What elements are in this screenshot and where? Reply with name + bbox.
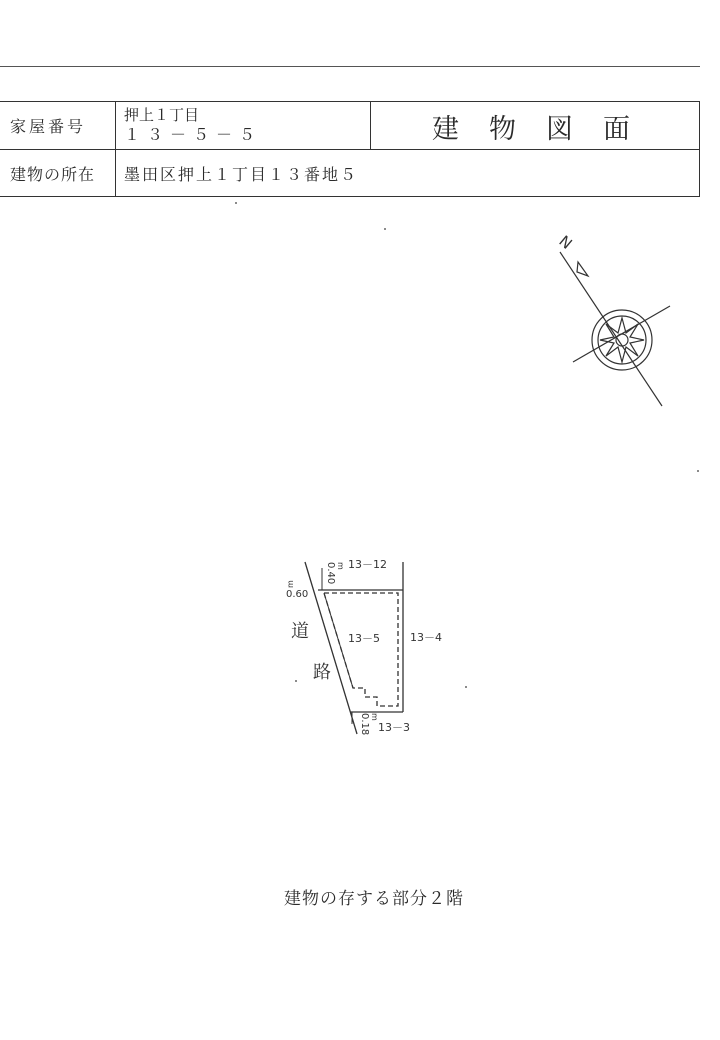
speck bbox=[697, 470, 699, 472]
parcel-south-label: 13－3 bbox=[378, 721, 410, 734]
speck bbox=[295, 680, 297, 682]
building-outline bbox=[324, 593, 398, 706]
compass-star-icon bbox=[600, 318, 644, 362]
compass-inner-ring bbox=[598, 316, 646, 364]
location-value: 墨田区押上１丁目１３番地５ bbox=[124, 165, 359, 184]
dim-bottom-label: 0.18 bbox=[359, 713, 370, 736]
north-axis-line bbox=[560, 252, 662, 406]
house-number-label: 家屋番号 bbox=[0, 102, 116, 149]
compass-rose bbox=[560, 252, 670, 406]
dim-top-unit: m bbox=[336, 562, 345, 570]
road-boundary-line bbox=[305, 562, 357, 734]
parcel-north-label: 13－12 bbox=[348, 558, 387, 571]
north-label: N bbox=[555, 231, 576, 253]
parcel-east-label: 13－4 bbox=[410, 631, 442, 644]
site-plan-labels bbox=[286, 558, 442, 735]
dim-bottom-unit: m bbox=[370, 713, 379, 721]
dim-top-label: 0.40 bbox=[325, 562, 336, 585]
road-label-2: 路 bbox=[313, 662, 331, 683]
north-arrow-icon bbox=[577, 262, 588, 276]
road-label-1: 道 bbox=[291, 621, 309, 642]
parcel-main-label: 13－5 bbox=[348, 632, 380, 645]
site-plan bbox=[305, 562, 403, 734]
dim-left-unit: m bbox=[286, 580, 295, 588]
speck bbox=[235, 202, 237, 204]
location-label: 建物の所在 bbox=[0, 150, 116, 197]
document-title: 建物図面 bbox=[432, 113, 660, 145]
speck bbox=[465, 686, 467, 688]
speck bbox=[384, 228, 386, 230]
house-number-line1: 押上１丁目 bbox=[124, 106, 200, 124]
dim-left-label: 0.60 bbox=[286, 589, 309, 600]
floor-note: 建物の存する部分２階 bbox=[284, 889, 464, 909]
house-number-line2: １３－５－５ bbox=[124, 125, 263, 144]
